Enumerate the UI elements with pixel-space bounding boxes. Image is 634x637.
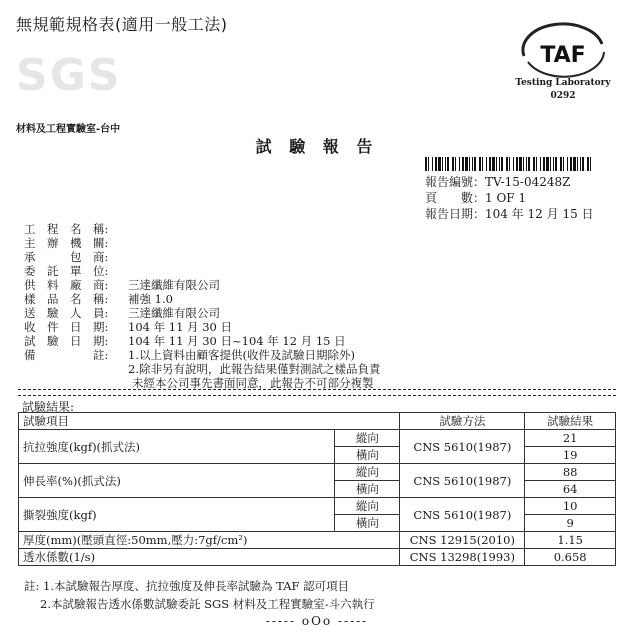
method-cell: CNS 5610(1987) [400, 464, 525, 498]
info-label: 收 件 日 期: [24, 320, 109, 334]
barcode-bar [425, 157, 427, 171]
barcode-bar [543, 157, 545, 171]
col-item-header: 試驗項目 [19, 413, 400, 430]
direction-cell: 縱向 [335, 498, 400, 515]
taf-logo-icon [518, 22, 608, 82]
footnote: 2.本試驗報告透水係數試驗委託 SGS 材料及工程實驗室-斗六執行 [40, 597, 375, 611]
direction-cell: 橫向 [335, 481, 400, 498]
remark-line: 未經本公司事先書面同意，此報告不可部分複製 [132, 376, 374, 390]
result-cell: 64 [525, 481, 616, 498]
barcode-bar [526, 157, 527, 171]
info-label: 送 驗 人 員: [24, 306, 109, 320]
report-number-value: TV-15-04248Z [485, 175, 571, 189]
report-title: 試 驗 報 告 [255, 137, 379, 156]
barcode-bar [573, 157, 576, 171]
info-value: 104 年 11 月 30 日 [128, 320, 232, 334]
info-row [24, 347, 355, 360]
barcode-bar [582, 157, 584, 171]
barcode-bar [540, 157, 541, 171]
barcode-bar [438, 157, 441, 171]
barcode-bar [577, 157, 578, 171]
item-cell: 透水係數(1/s) [19, 549, 400, 566]
info-row [24, 249, 128, 262]
results-heading: 試驗結果: [22, 400, 75, 414]
col-result-header: 試驗結果 [525, 413, 616, 430]
taf-logo-text: TAF [540, 43, 586, 68]
barcode-bar [501, 157, 503, 171]
barcode-bar [482, 157, 483, 171]
info-label: 樣 品 名 稱: [24, 292, 109, 306]
barcode-bar [513, 157, 514, 171]
direction-cell: 橫向 [335, 447, 400, 464]
barcode-bar [587, 157, 589, 171]
barcode-bar [516, 157, 518, 171]
barcode-bar [563, 157, 564, 171]
barcode-bar [509, 157, 510, 171]
barcode-bar [442, 157, 443, 171]
barcode-bar [553, 157, 554, 171]
barcode-bar [455, 157, 456, 171]
barcode-bar [567, 157, 568, 171]
barcode-bar [459, 157, 460, 171]
barcode-bar [546, 157, 549, 171]
result-cell: 0.658 [525, 549, 616, 566]
info-row [24, 305, 220, 318]
barcode-bar [570, 157, 572, 171]
info-value: 三達纖維有限公司 [128, 278, 220, 292]
barcode-bar [472, 157, 473, 171]
report-number-label: 報告編號： [425, 175, 486, 189]
barcode-icon [425, 157, 595, 171]
method-cell: CNS 13298(1993) [400, 549, 525, 566]
page-count [425, 189, 526, 206]
info-row [24, 319, 232, 332]
info-value: 104 年 11 月 30 日~104 年 12 月 15 日 [128, 334, 346, 348]
result-cell: 1.15 [525, 532, 616, 549]
item-cell: 厚度(mm)(壓頭直徑:50mm,壓力:7gf/cm²) [19, 532, 400, 549]
info-value: 1.以上資料由顧客提供(收件及試驗日期除外) [128, 348, 355, 362]
method-cell: CNS 5610(1987) [400, 430, 525, 464]
barcode-bar [499, 157, 500, 171]
item-cell: 撕裂強度(kgf) [19, 498, 335, 532]
report-date-label: 報告日期： [425, 207, 486, 221]
barcode-bar [560, 157, 562, 171]
info-label: 委 託 單 位: [24, 264, 109, 278]
taf-caption: Testing Laboratory [515, 78, 611, 88]
barcode-bar [474, 157, 476, 171]
info-label: 試 驗 日 期: [24, 334, 109, 348]
info-label: 備 註: [24, 348, 109, 362]
barcode-bar [489, 157, 491, 171]
barcode-bar [447, 157, 449, 171]
double-divider [18, 389, 616, 396]
info-row [24, 263, 128, 276]
table-header-row [19, 413, 616, 430]
barcode-bar [550, 157, 551, 171]
barcode-bar [533, 157, 535, 171]
report-date [425, 205, 594, 222]
table-row [19, 549, 616, 566]
method-cell: CNS 5610(1987) [400, 498, 525, 532]
info-label: 主 辦 機 關: [24, 236, 109, 250]
info-row [24, 333, 346, 346]
result-cell: 10 [525, 498, 616, 515]
info-label: 承 包 商: [24, 250, 109, 264]
info-value: 補強 1.0 [128, 292, 173, 306]
lab-name: 材料及工程實驗室-台中 [16, 124, 121, 135]
result-cell: 9 [525, 515, 616, 532]
results-table [18, 412, 616, 566]
footnote: 註: 1.本試驗報告厚度、抗拉強度及伸長率試驗為 TAF 認可項目 [24, 579, 350, 593]
taf-number: 0292 [550, 91, 576, 101]
barcode-bar [496, 157, 497, 171]
table-row [19, 532, 616, 549]
direction-cell: 縱向 [335, 430, 400, 447]
direction-cell: 縱向 [335, 464, 400, 481]
barcode-bar [506, 157, 508, 171]
barcode-bar [528, 157, 530, 171]
table-row [19, 430, 616, 447]
info-row [24, 277, 220, 290]
document-title: 無規範規格表(適用一般工法) [16, 15, 228, 34]
info-row [24, 291, 173, 304]
barcode-bar [580, 157, 581, 171]
report-date-value: 104 年 12 月 15 日 [485, 207, 594, 221]
info-row [24, 235, 128, 248]
end-mark: ----- oOo ----- [265, 614, 369, 628]
info-value: 三達纖維有限公司 [128, 306, 220, 320]
barcode-bar [492, 157, 495, 171]
info-label: 供 料 廠 商: [24, 278, 109, 292]
result-cell: 21 [525, 430, 616, 447]
direction-cell: 橫向 [335, 515, 400, 532]
barcode-bar [445, 157, 446, 171]
barcode-bar [452, 157, 454, 171]
col-method-header: 試驗方法 [400, 413, 525, 430]
barcode-bar [435, 157, 437, 171]
result-cell: 88 [525, 464, 616, 481]
remark-line: 2.除非另有說明，此報告結果僅對測試之樣品負責 [128, 362, 381, 376]
item-cell: 伸長率(%)(抓式法) [19, 464, 335, 498]
barcode-bar [428, 157, 429, 171]
result-cell: 19 [525, 447, 616, 464]
barcode-bar [536, 157, 537, 171]
barcode-bar [432, 157, 433, 171]
page-count-value: 1 OF 1 [485, 191, 527, 205]
page-count-label: 頁 數： [425, 191, 486, 205]
sgs-logo: SGS [16, 50, 122, 101]
table-row [19, 464, 616, 481]
barcode-bar [590, 157, 591, 171]
table-row [19, 498, 616, 515]
barcode-bar [469, 157, 470, 171]
item-cell: 抗拉強度(kgf)(抓式法) [19, 430, 335, 464]
barcode-bar [479, 157, 481, 171]
info-label: 工 程 名 稱: [24, 222, 109, 236]
barcode-bar [462, 157, 464, 171]
barcode-bar [523, 157, 524, 171]
report-number [425, 173, 570, 190]
info-row [24, 221, 128, 234]
barcode-bar [519, 157, 522, 171]
barcode-bar [486, 157, 487, 171]
barcode-bar [555, 157, 557, 171]
barcode-bar [465, 157, 468, 171]
method-cell: CNS 12915(2010) [400, 532, 525, 549]
